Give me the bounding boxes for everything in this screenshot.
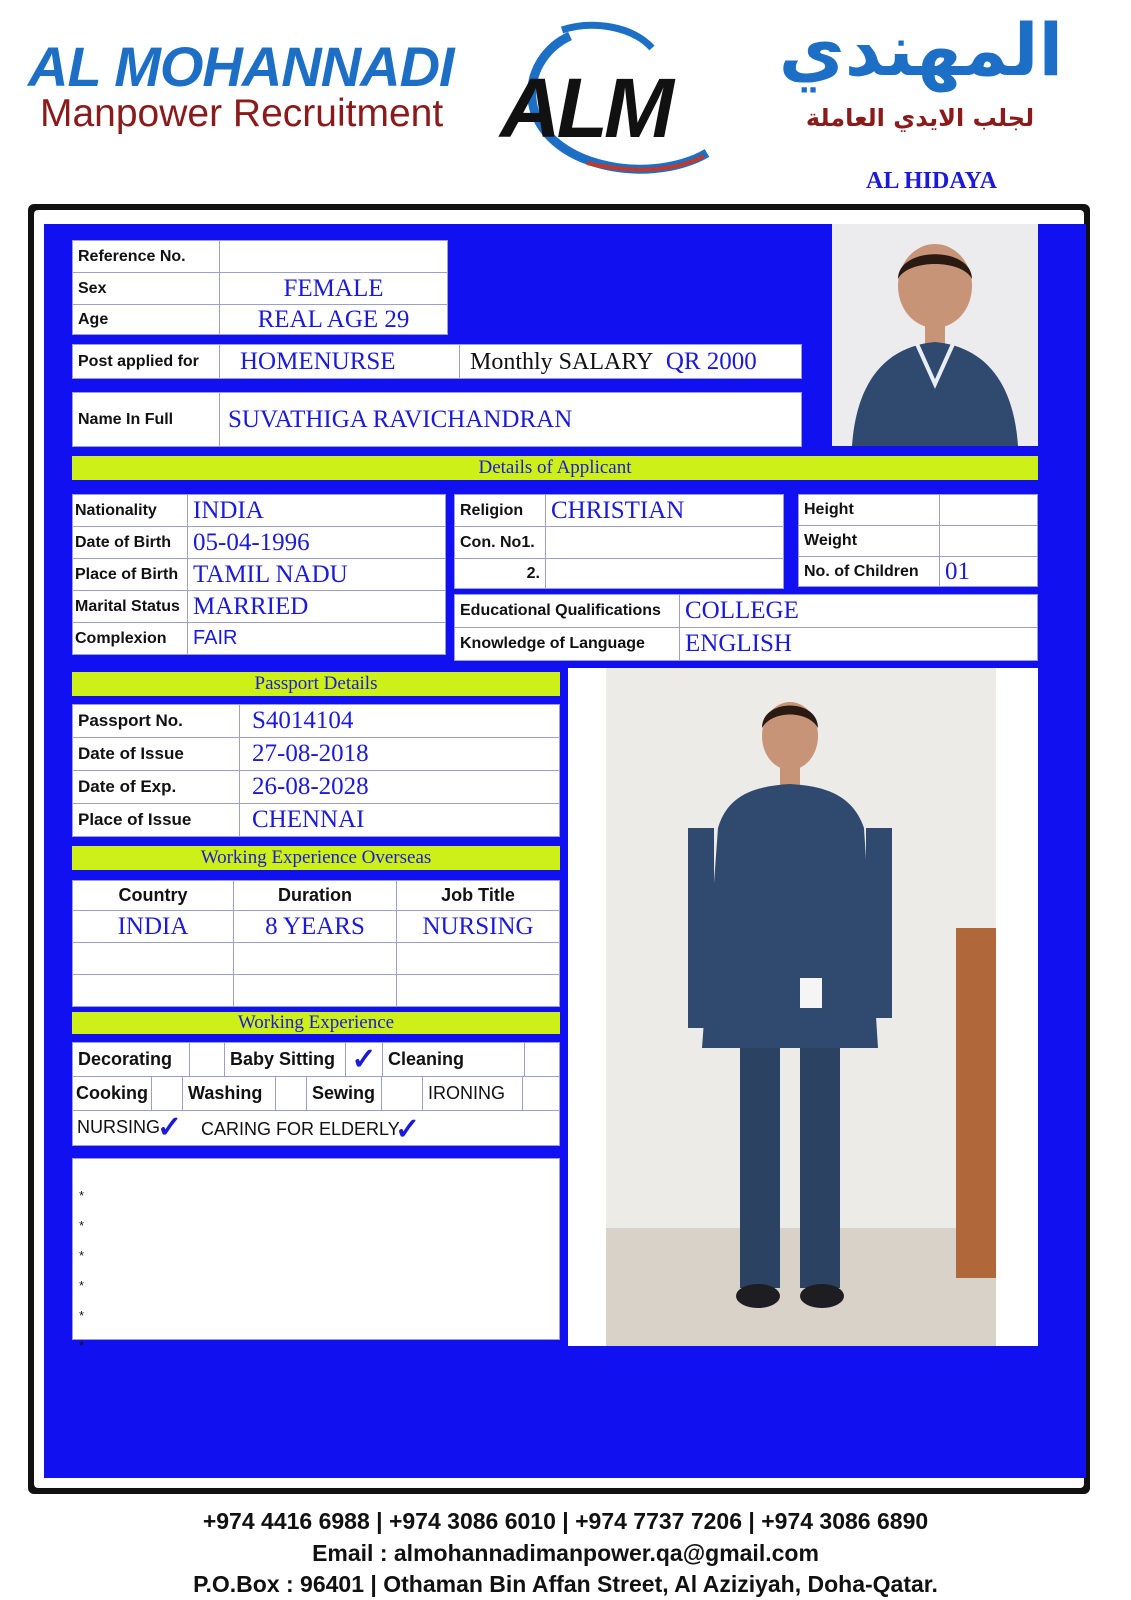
pob-value: TAMIL NADU (193, 560, 348, 588)
footer-address: P.O.Box : 96401 | Othaman Bin Affan Street, Al Aziziyah, Doha-Qatar. (193, 1571, 938, 1597)
agency-name: AL HIDAYA (866, 168, 997, 194)
education-value: COLLEGE (685, 597, 799, 624)
marital-value: MARRIED (193, 592, 309, 620)
exp-date-value: 26-08-2028 (252, 773, 369, 800)
language-value: ENGLISH (685, 630, 792, 657)
pob-label: Place of Birth (75, 565, 179, 583)
skill-sewing: Sewing (312, 1083, 376, 1103)
brand-ar-title: المهندي (778, 8, 1064, 92)
issue-place-label: Place of Issue (78, 810, 192, 829)
country-header: Country (118, 885, 188, 905)
issue-date-value: 27-08-2018 (252, 740, 369, 767)
skill-nursing: NURSING (77, 1117, 161, 1137)
note-bullet: * (79, 1278, 85, 1293)
name-label: Name In Full (78, 410, 174, 428)
overseas-country: INDIA (117, 912, 189, 940)
height-label: Height (804, 501, 854, 518)
overseas-table (72, 880, 560, 1007)
dob-label: Date of Birth (75, 533, 171, 551)
skills-table (72, 1042, 560, 1077)
note-bullet: * (79, 1188, 85, 1203)
education-label: Educational Qualifications (460, 602, 661, 619)
physical-table (798, 494, 1038, 587)
language-label: Knowledge of Language (460, 635, 645, 652)
notes-box (72, 1158, 560, 1353)
nationality-value: INDIA (193, 496, 264, 524)
dob-value: 05-04-1996 (193, 528, 310, 556)
note-bullet: * (79, 1218, 85, 1233)
overseas-job: NURSING (422, 912, 534, 940)
footer-phones: +974 4416 6988 | +974 3086 6010 | +974 7737 7206 | +974 3086 6890 (202, 1508, 929, 1534)
post-label: Post applied for (78, 352, 199, 370)
passport-header: Passport Details (72, 672, 560, 696)
marital-label: Marital Status (75, 597, 180, 615)
age-label: Age (78, 310, 109, 328)
sex-label: Sex (78, 279, 107, 297)
footer-email: Email : almohannadimanpower.qa@gmail.com (312, 1540, 819, 1566)
brand-en-title: AL MOHANNADI (28, 35, 454, 98)
religion-table (454, 494, 784, 589)
weight-label: Weight (804, 532, 858, 549)
skill-baby-sitting: Baby Sitting (230, 1049, 336, 1069)
headshot-photo (832, 224, 1038, 446)
name-row (72, 392, 802, 447)
post-value: HOMENURSE (240, 347, 396, 375)
skill-decorating: Decorating (78, 1049, 173, 1069)
full-body-photo (568, 668, 1038, 1346)
note-bullet: * (79, 1248, 85, 1263)
overseas-duration: 8 YEARS (265, 912, 365, 940)
reference-label: Reference No. (78, 247, 186, 265)
applicant-left-table (72, 494, 446, 655)
religion-value: CHRISTIAN (551, 496, 685, 524)
sex-value: FEMALE (283, 274, 384, 302)
passport-no-value: S4014104 (252, 707, 354, 734)
contact2-label: 2. (526, 564, 540, 582)
skill-ironing: IRONING (428, 1083, 506, 1103)
job-title-header: Job Title (441, 885, 515, 905)
skills-table-row2 (72, 1076, 560, 1111)
skills-row3 (72, 1110, 560, 1146)
passport-table (72, 704, 560, 837)
religion-label: Religion (460, 501, 524, 519)
details-header: Details of Applicant (72, 456, 1038, 480)
nationality-label: Nationality (75, 501, 157, 519)
note-bullet: * (79, 1338, 85, 1353)
brand-en-subtitle: Manpower Recruitment (40, 92, 444, 135)
duration-header: Duration (278, 885, 352, 905)
salary-value: QR 2000 (665, 347, 757, 375)
name-value: SUVATHIGA RAVICHANDRAN (228, 405, 573, 433)
brand-ar-subtitle: لجلب الايدي العاملة (805, 104, 1035, 132)
nursing-check-icon: ✓ (157, 1111, 183, 1144)
skill-washing: Washing (188, 1083, 263, 1103)
caring-check-icon: ✓ (395, 1113, 421, 1146)
education-table (454, 594, 1038, 661)
age-value: REAL AGE 29 (257, 305, 410, 333)
issue-place-value: CHENNAI (252, 806, 365, 833)
skill-cleaning: Cleaning (388, 1049, 465, 1069)
skill-cooking: Cooking (76, 1083, 148, 1103)
passport-no-label: Passport No. (78, 711, 183, 730)
top-info-table (72, 240, 448, 335)
experience-header: Working Experience (72, 1012, 560, 1034)
overseas-header: Working Experience Overseas (72, 846, 560, 870)
contact1-label: Con. No1. (460, 533, 535, 551)
alm-logo (492, 18, 724, 178)
issue-date-label: Date of Issue (78, 744, 184, 763)
skill-caring-elderly: CARING FOR ELDERLY (201, 1119, 400, 1139)
complexion-value: FAIR (193, 627, 238, 649)
logo-text: ALM (500, 61, 670, 155)
note-bullet: * (79, 1308, 85, 1323)
children-value: 01 (945, 557, 970, 585)
notes-bullets (79, 1181, 84, 1361)
salary-label: Monthly SALARY (470, 348, 654, 375)
children-label: No. of Children (804, 562, 919, 580)
post-row (72, 344, 802, 379)
complexion-label: Complexion (75, 629, 167, 647)
baby-sitting-check-icon: ✓ (351, 1042, 377, 1076)
exp-date-label: Date of Exp. (78, 777, 177, 796)
